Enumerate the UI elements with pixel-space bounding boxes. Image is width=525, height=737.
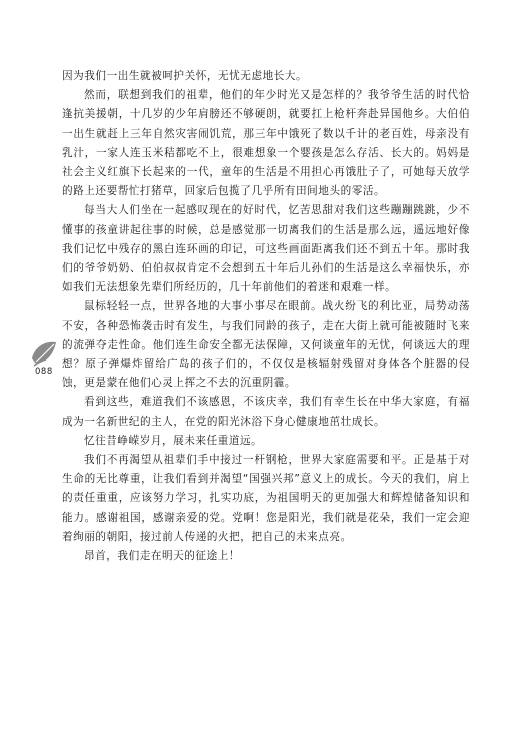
- paragraph-3: 每当大人们坐在一起感叹现在的好时代，忆苦思甜对我们这些蹦蹦跳跳，少不懂事的孩童讲起往事的时候，总是感觉那一切离我们的生活是那么远，遥远地好像我们记忆中残存的黑白连环画的印记，可这些画面距离我们还不到五十年。那时我们的爷爷奶奶、伯伯叔叔肯定不会想到五十年后儿孙们的生活是这么幸福快乐，亦如我们无法想象先辈们所经历的，几十年前他们的着迷和艰难一样。: [62, 204, 470, 294]
- paragraph-8: 昂首，我们走在明天的征途上！: [84, 550, 241, 563]
- page-number: 088: [35, 367, 53, 377]
- paragraph-2: 然而，联想到我们的祖辈，他们的年少时光又是怎样的？我爷爷生活的时代恰逢抗美援朝，十几岁的少年肩膀还不够硬朗，就要扛上枪杆奔赴异国他乡。大伯伯一出生就赶上三年自然灾害闹饥荒，那三年中饿死了数以千计的老百姓，母亲没有乳汁，一家人连玉米秸都吃不上，很难想象一个婴孩是怎么存活、长大的。妈妈是社会主义红旗下长起来的一代，童年的生活是不用担心再饿肚子了，可她每天放学的路上还要帮忙打猪草，回家后包揽了几乎所有田间地头的零活。: [62, 89, 470, 198]
- paragraph-6: 忆往昔峥嵘岁月，展未来任重道远。: [84, 434, 263, 447]
- paragraph-1: 因为我们一出生就被呵护关怀，无忧无虑地长大。: [62, 70, 308, 82]
- paragraph-7: 我们不再渴望从祖辈们手中接过一杆钢枪，世界大家庭需要和平。正是基于对生命的无比尊重，让我们看到并渴望“国强兴邦”意义上的成长。今天的我们，肩上的责任重重，应该努力学习，扎实功底，为祖国明天的更加强大和辉煌储备知识和能力。感谢祖国，感谢亲爱的党。党啊！您是阳光，我们就是花朵，我们一定会迎着绚丽的朝阳，接过前人传递的火把，把自己的未来点亮。: [62, 454, 470, 543]
- paragraph-5: 看到这些，难道我们不该感恩，不该庆幸，我们有幸生长在中华大家庭，有福成为一名新世纪的主人，在党的阳光沐浴下身心健康地茁壮成长。: [62, 396, 470, 428]
- paragraph-4: 鼠标轻轻一点，世界各地的大事小事尽在眼前。战火纷飞的利比亚，局势动荡不安，各种恐怖袭击时有发生，与我们同龄的孩子，走在大街上就可能被随时飞来的流弹夺走性命。他们连生命安全都无法保障，又何谈童年的无忧，何谈远大的理想？原子弹爆炸留给广岛的孩子们的，不仅仅是核辐射残留对身体各个脏器的侵蚀，更是蒙在他们心灵上挥之不去的沉重阴霾。: [62, 300, 470, 390]
- body-text: [62, 67, 470, 566]
